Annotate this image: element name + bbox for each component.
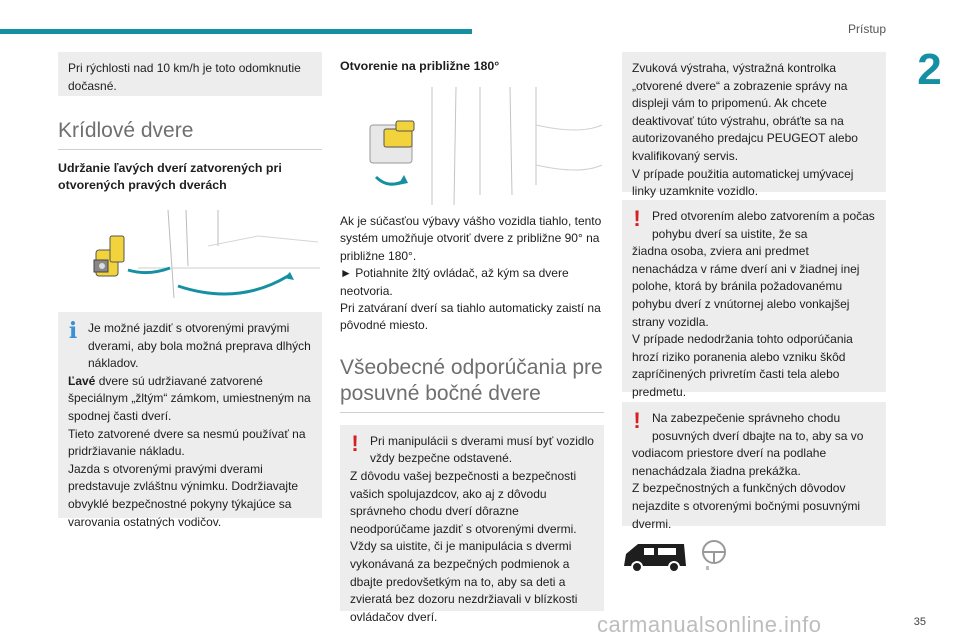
alert-box — [622, 52, 886, 199]
warning3-paragraph-2: Z bezpečnostných a funkčných dôvodov nejazdite s otvorenými bočnými posuvnými dvermi. — [632, 481, 861, 531]
warning-box-floor-guide — [622, 402, 886, 531]
warning-first-line: Pri manipulácii s dverami musí byť vozidlo vždy bezpečne odstavené. — [370, 433, 594, 466]
page-number: 35 — [913, 616, 926, 628]
speed-note-text: Pri rýchlosti nad 10 km/h je toto odomknutie dočasné. — [68, 61, 301, 93]
info-icon: i — [68, 318, 78, 344]
rod-paragraph-1: Ak je súčasťou výbavy vášho vozidla tiahlo, tento systém umožňuje otvoriť dvere z približne 90° na približne 180°. — [340, 214, 602, 263]
column-3 — [622, 52, 886, 574]
info-paragraph-2: Tieto zatvorené dvere sa nesmú používať na pridržiavanie nákladu. — [68, 426, 306, 459]
section-title-sliding-doors: Všeobecné odporúčania pre posuvné bočné dvere — [340, 355, 603, 405]
section-name: Prístup — [847, 22, 886, 36]
info-box-wing-doors — [58, 312, 322, 529]
warning2-first-line: Pred otvorením alebo zatvorením a počas pohybu dverí sa uistite, že sa — [652, 209, 875, 241]
watermark: carmanualsonline.info — [597, 612, 822, 637]
wing-door-illustration — [58, 206, 322, 298]
warning2-paragraph-2: V prípade nedodržania tohto odporúčania hrozí riziko poranenia alebo vzniku škôd zapríčinených privretím časti tela alebo predmetu. — [632, 332, 853, 399]
warning2-continuation: žiadna osoba, zviera ani predmet nenachádza v ráme dverí ani v žiadnej inej polohe, ktorá by bránila požadovanému pohybu dverí z vnútornej alebo vonkajšej strany vozidla. — [632, 244, 860, 329]
warning3-continuation: vodiacom priestore dverí na podlahe nenachádzala žiadna prekážka. — [632, 446, 827, 478]
warning-box-door-movement — [622, 200, 886, 399]
chapter-number: 2 — [899, 40, 960, 100]
alert-paragraph-1: Zvuková výstraha, výstražná kontrolka „otvorené dvere“ a zobrazenie správy na displeji vám to pripomenú. Ak chcete deaktivovať túto výstrahu, obráťte sa na autorizovaného predajcu PEUGEOT alebo kvalifikovaný servis. — [632, 61, 858, 163]
title-opening-180: Otvorenie na približne 180° — [340, 59, 500, 73]
warning-icon: ! — [351, 430, 359, 456]
info-left-text: dvere sú udržiavané zatvorené špeciálnym „žltým“ zámkom, umiestneným na spodnej časti dverí. — [68, 373, 311, 423]
section-title-wing-doors: Krídlové dvere — [58, 119, 194, 142]
door-180-illustration — [340, 85, 604, 205]
rod-paragraph-3: Pri zatváraní dverí sa tiahlo automaticky zaistí na pôvodné miesto. — [340, 301, 601, 333]
warning-icon: ! — [633, 408, 641, 433]
door-stay-drawing — [340, 85, 604, 205]
rod-paragraph-2: ► Potiahnite žltý ovládač, až kým sa dvere neotvoria. — [340, 266, 569, 298]
info-first-line: Je možné jazdiť s otvorenými pravými dverami, aby bola možná preprava dlhých nákladov. — [88, 321, 311, 371]
column-1 — [58, 52, 322, 529]
warning-paragraph-3: Vždy sa uistite, či je manipulácia s dvermi vykonávaná za bezpečných podmienok a dbajte predovšetkým na to, aby sa deti a zvieratá bez dozoru nezdržiavali v blízkosti ovládačov dverí. — [350, 539, 578, 624]
steering-wheel-icon — [694, 538, 734, 574]
warning3-first-line: Na zabezpečenie správneho chodu posuvných dverí dbajte na to, aby sa vo — [652, 411, 864, 443]
warning-icon: ! — [633, 206, 641, 231]
yellow-lock-drawing — [58, 206, 322, 298]
speed-note-box — [58, 52, 322, 96]
column-2 — [340, 52, 604, 624]
info-left-bold: Ľavé — [68, 373, 96, 388]
subtitle-keep-left-door-closed: Udržanie ľavých dverí zatvorených pri otvorených pravých dverách — [58, 161, 282, 192]
warning-box-sliding-doors — [340, 425, 604, 624]
alert-paragraph-2: V prípade použitia automatickej umývacej linky uzamknite vozidlo. — [632, 166, 854, 199]
header-accent-bar — [0, 29, 472, 34]
info-paragraph-3: Jazda s otvorenými pravými dverami predstavuje zvláštnu výnimku. Dodržiavajte obvyklé bezpečnostné pokyny týkajúce sa varovania ostatných vodičov. — [68, 461, 299, 529]
warning-paragraph-2: Z dôvodu vašej bezpečnosti a bezpečnosti vašich spolujazdcov, ako aj z dôvodu správneho chodu dverí dôrazne neodporúčame jazdiť s otvorenými dvermi. — [350, 469, 577, 536]
vehicle-pictograms — [622, 538, 886, 574]
